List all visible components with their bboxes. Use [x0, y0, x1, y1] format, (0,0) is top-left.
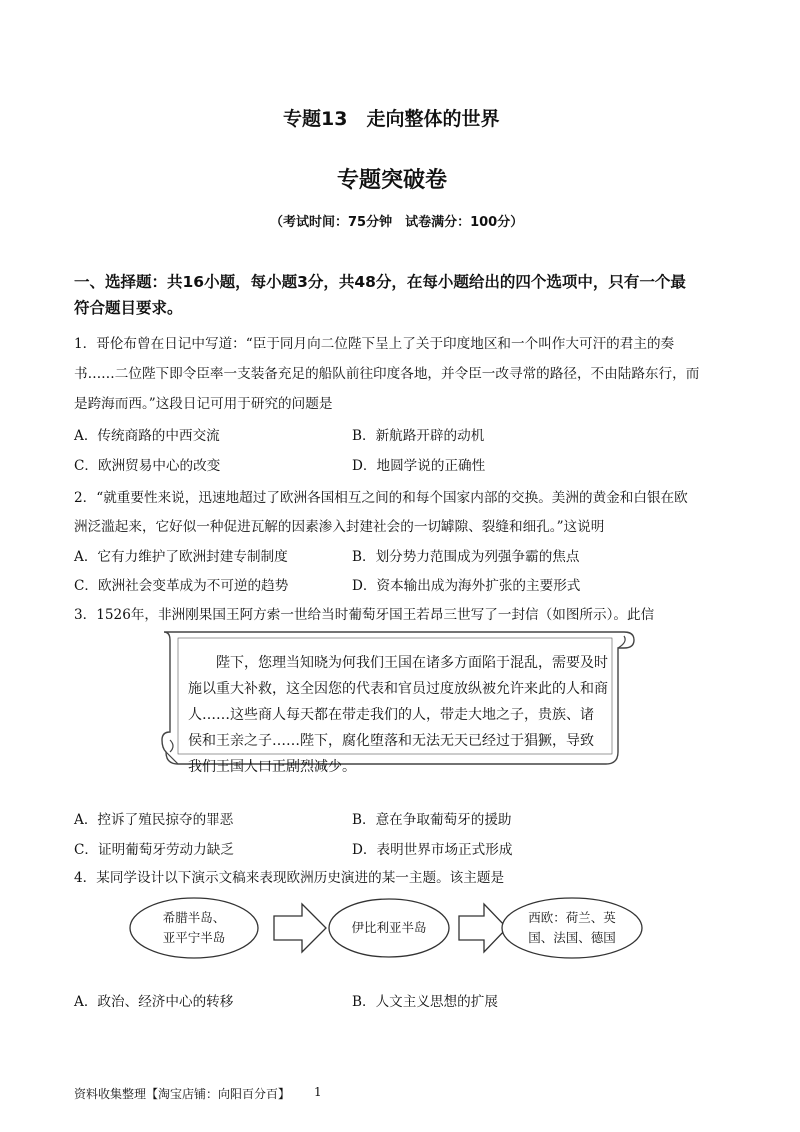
letter-line: 人……这些商人每天都在带走我们的人，带走大地之子，贵族、诸 — [188, 707, 594, 723]
flow-node-2-label: 伊比利亚半岛 — [351, 920, 427, 935]
footer-text: 资料收集整理【淘宝店铺：向阳百分百】 — [74, 1087, 291, 1101]
flow-arrow-2-icon — [459, 904, 507, 952]
q1-line2: 书……二位陛下即令臣率一支装备充足的船队前往印度各地，并令臣一改寻常的路径，不由陆路东行，而 — [74, 366, 700, 382]
q3-option-d[interactable]: D．表明世界市场正式形成 — [352, 842, 513, 858]
q2-option-c[interactable]: C．欧洲社会变革成为不可逆的趋势 — [74, 578, 289, 594]
q2-option-d[interactable]: D．资本输出成为海外扩张的主要形式 — [352, 578, 581, 594]
q3-line1: 3．1526年，非洲刚果国王阿方索一世给当时葡萄牙国王若昂三世写了一封信（如图所示）。此信 — [74, 607, 655, 623]
q1-line3: 是跨海而西。”这段日记可用于研究的问题是 — [74, 396, 333, 412]
letter-line: 陛下，您理当知晓为何我们王国在诸多方面陷于混乱，需要及时 — [216, 655, 608, 671]
q1-option-a[interactable]: A．传统商路的中西交流 — [74, 428, 220, 444]
q1-option-d[interactable]: D．地圆学说的正确性 — [352, 458, 486, 474]
q3-option-a[interactable]: A．控诉了殖民掠夺的罪恶 — [74, 812, 234, 828]
q1-option-c[interactable]: C．欧洲贸易中心的改变 — [74, 458, 221, 474]
flow-node-1-label: 希腊半岛、 亚平宁半岛 — [162, 910, 226, 945]
q2-line1: 2．“就重要性来说，迅速地超过了欧洲各国相互之间的和每个国家内部的交换。美洲的黄金和白银在欧 — [74, 490, 688, 506]
q2-option-b[interactable]: B．划分势力范围成为列强争霸的焦点 — [352, 549, 580, 565]
q2-option-a[interactable]: A．它有力维护了欧洲封建专制制度 — [74, 549, 288, 565]
section-heading-line2: 符合题目要求。 — [74, 299, 183, 317]
q1-line1: 1．哥伦布曾在日记中写道：“臣于同月向二位陛下呈上了关于印度地区和一个叫作大可汗的君主的奏 — [74, 336, 675, 352]
page-subtitle: 专题突破卷 — [337, 168, 448, 193]
q1-option-b[interactable]: B．新航路开辟的动机 — [352, 428, 485, 444]
q4-option-b[interactable]: B．人文主义思想的扩展 — [352, 994, 498, 1010]
letter-line: 侯和王亲之子……陛下，腐化堕落和无法无天已经过于猖獗，导致 — [188, 733, 594, 749]
q4-option-a[interactable]: A．政治、经济中心的转移 — [74, 994, 234, 1010]
page-title: 专题13 走向整体的世界 — [283, 108, 500, 130]
exam-meta: （考试时间：75分钟 试卷满分：100分） — [270, 215, 524, 230]
flow-node-3-label: 西欧：荷兰、英 国、法国、德国 — [528, 910, 616, 945]
section-heading-line1: 一、选择题：共16小题，每小题3分，共48分，在每小题给出的四个选项中，只有一个最 — [74, 273, 686, 291]
q2-line2: 洲泛滥起来，它好似一种促进瓦解的因素渗入封建社会的一切罅隙、裂缝和细孔。”这说明 — [74, 519, 605, 535]
flow-arrow-1-icon — [274, 904, 326, 952]
letter-text — [188, 650, 618, 780]
letter-line: 我们王国人口正剧烈减少。 — [188, 759, 356, 775]
letter-line: 施以重大补救，这全因您的代表和官员过度放纵被允许来此的人和商 — [188, 681, 608, 697]
q3-option-c[interactable]: C．证明葡萄牙劳动力缺乏 — [74, 842, 234, 858]
q3-option-b[interactable]: B．意在争取葡萄牙的援助 — [352, 812, 512, 828]
q4-line1: 4．某同学设计以下演示文稿来表现欧洲历史演进的某一主题。该主题是 — [74, 870, 505, 886]
page-number: 1 — [314, 1085, 322, 1099]
